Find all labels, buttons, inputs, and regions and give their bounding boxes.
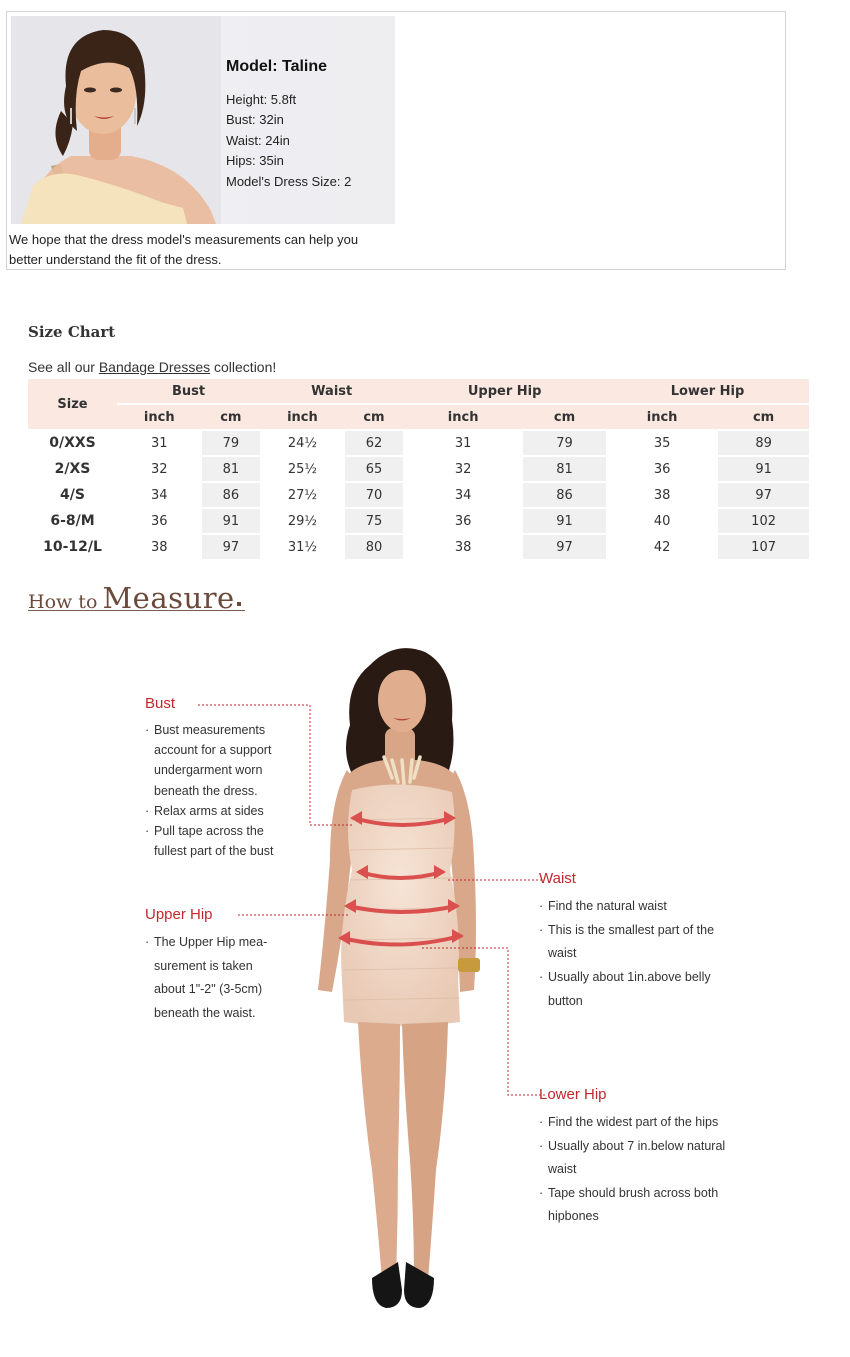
table-cell: 102 xyxy=(718,509,809,533)
list-item xyxy=(145,931,305,1025)
line: undergarment worn xyxy=(154,763,263,778)
list-item xyxy=(539,1135,769,1182)
group-header-bust: Bust xyxy=(117,379,260,403)
line: fullest part of the bust xyxy=(154,844,274,859)
table-cell: 97 xyxy=(718,483,809,507)
list-item xyxy=(539,1111,769,1135)
size-cell: 10-12/L xyxy=(43,539,102,555)
size-cell: 6-8/M xyxy=(50,513,95,529)
waist-instructions xyxy=(539,870,759,1014)
table-cell: 91 xyxy=(523,509,606,533)
unit-header: inch xyxy=(403,405,523,429)
table-cell: 86 xyxy=(202,483,261,507)
table-cell: 34 xyxy=(150,487,168,503)
line: · Find the widest part of the hips xyxy=(548,1115,719,1129)
table-cell: 25½ xyxy=(287,461,317,477)
table-cell: 34 xyxy=(454,487,472,503)
upper-hip-title: Upper Hip xyxy=(145,906,213,923)
model-dress-size: Model's Dress Size: 2 xyxy=(226,173,352,189)
model-height: Height: 5.8ft xyxy=(226,92,297,107)
table-cell: 36 xyxy=(653,461,671,477)
list-item xyxy=(145,801,315,821)
line: surement is taken xyxy=(154,958,253,973)
size-cell: 2/XS xyxy=(54,461,91,477)
line: · Usually about 7 in.below natural xyxy=(548,1138,726,1153)
table-cell: 27½ xyxy=(287,487,317,503)
size-cell: 0/XXS xyxy=(49,435,96,451)
unit-header: inch xyxy=(606,405,718,429)
table-cell: 107 xyxy=(718,535,809,559)
model-hips: Hips: 35in xyxy=(226,153,284,169)
table-cell: 38 xyxy=(150,539,168,555)
unit-header: inch xyxy=(117,405,202,429)
model-note: We hope that the dress model's measurements can help you better understand the fit of the dress. xyxy=(9,232,359,267)
table-cell: 91 xyxy=(718,457,809,481)
lower-hip-title: Lower Hip xyxy=(539,1086,607,1103)
line: · The Upper Hip mea- xyxy=(154,935,268,949)
list-item xyxy=(539,919,759,966)
upper-hip-list xyxy=(145,931,305,1025)
line: waist xyxy=(548,946,577,961)
size-cell: 4/S xyxy=(60,487,85,503)
table-cell: 65 xyxy=(345,457,404,481)
waist-title: Waist xyxy=(539,870,576,887)
line: beneath the waist. xyxy=(154,1005,256,1020)
bust-instructions xyxy=(145,695,315,861)
unit-header: inch xyxy=(260,405,345,429)
model-name: Model: Taline xyxy=(226,58,328,75)
how-to-label: How to xyxy=(28,591,98,613)
line: · Relax arms at sides xyxy=(154,803,264,818)
table-cell: 42 xyxy=(653,539,671,555)
unit-header: cm xyxy=(202,405,261,429)
line: account for a support xyxy=(154,743,272,758)
list-item xyxy=(539,966,759,1013)
collection-suffix: collection! xyxy=(210,359,277,375)
upper-hip-instructions xyxy=(145,906,305,1025)
line: · This is the smallest part of the xyxy=(548,922,715,937)
line: button xyxy=(548,993,583,1008)
unit-header: cm xyxy=(718,405,809,429)
lower-hip-list xyxy=(539,1111,769,1229)
table-cell: 38 xyxy=(454,539,472,555)
line: about 1"-2" (3-5cm) xyxy=(154,982,263,997)
list-item xyxy=(145,821,315,861)
line: hipbones xyxy=(548,1209,599,1224)
table-cell: 79 xyxy=(523,431,606,455)
measure-label: Measure xyxy=(102,581,235,615)
size-header: Size xyxy=(28,379,117,429)
list-item xyxy=(145,720,315,801)
group-header-waist: Waist xyxy=(260,379,403,403)
table-cell: 62 xyxy=(345,431,404,455)
bust-title: Bust xyxy=(145,695,176,712)
bandage-dresses-link[interactable]: Bandage Dresses xyxy=(98,359,211,375)
table-cell: 31½ xyxy=(287,539,317,555)
line: · Tape should brush across both xyxy=(548,1185,719,1200)
table-cell: 35 xyxy=(653,435,671,451)
group-header-lower-hip: Lower Hip xyxy=(606,379,809,403)
table-cell: 89 xyxy=(718,431,809,455)
table-cell: 97 xyxy=(202,535,261,559)
line: · Bust measurements xyxy=(154,723,266,737)
list-item xyxy=(539,1182,769,1229)
table-cell: 75 xyxy=(345,509,404,533)
line: beneath the dress. xyxy=(154,783,258,798)
group-header-upper-hip: Upper Hip xyxy=(403,379,606,403)
size-chart-title: Size Chart xyxy=(28,323,116,341)
table-cell: 81 xyxy=(202,457,261,481)
line: · Find the natural waist xyxy=(548,899,667,913)
table-cell: 36 xyxy=(150,513,168,529)
line: · Usually about 1in.above belly xyxy=(548,970,711,985)
table-cell: 79 xyxy=(202,431,261,455)
bust-list xyxy=(145,720,315,861)
table-cell: 91 xyxy=(202,509,261,533)
list-item xyxy=(539,895,759,919)
table-cell: 97 xyxy=(523,535,606,559)
table-cell: 31 xyxy=(454,435,472,451)
lower-hip-instructions xyxy=(539,1086,769,1229)
table-cell: 24½ xyxy=(287,435,317,451)
table-cell: 36 xyxy=(454,513,472,529)
table-cell: 31 xyxy=(150,435,168,451)
waist-list xyxy=(539,895,759,1014)
unit-header: cm xyxy=(523,405,606,429)
line: waist xyxy=(548,1162,577,1177)
model-bust: Bust: 32in xyxy=(226,112,284,128)
table-cell: 40 xyxy=(653,513,671,529)
table-cell: 32 xyxy=(454,461,472,477)
table-cell: 81 xyxy=(523,457,606,481)
line: · Pull tape across the xyxy=(154,824,264,839)
model-waist: Waist: 24in xyxy=(226,132,290,148)
table-cell: 86 xyxy=(523,483,606,507)
table-cell: 32 xyxy=(150,461,168,477)
table-cell: 29½ xyxy=(287,513,317,529)
collection-prefix: See all our xyxy=(28,359,99,375)
unit-header: cm xyxy=(345,405,404,429)
table-cell: 80 xyxy=(345,535,404,559)
table-cell: 38 xyxy=(653,487,671,503)
table-cell: 70 xyxy=(345,483,404,507)
